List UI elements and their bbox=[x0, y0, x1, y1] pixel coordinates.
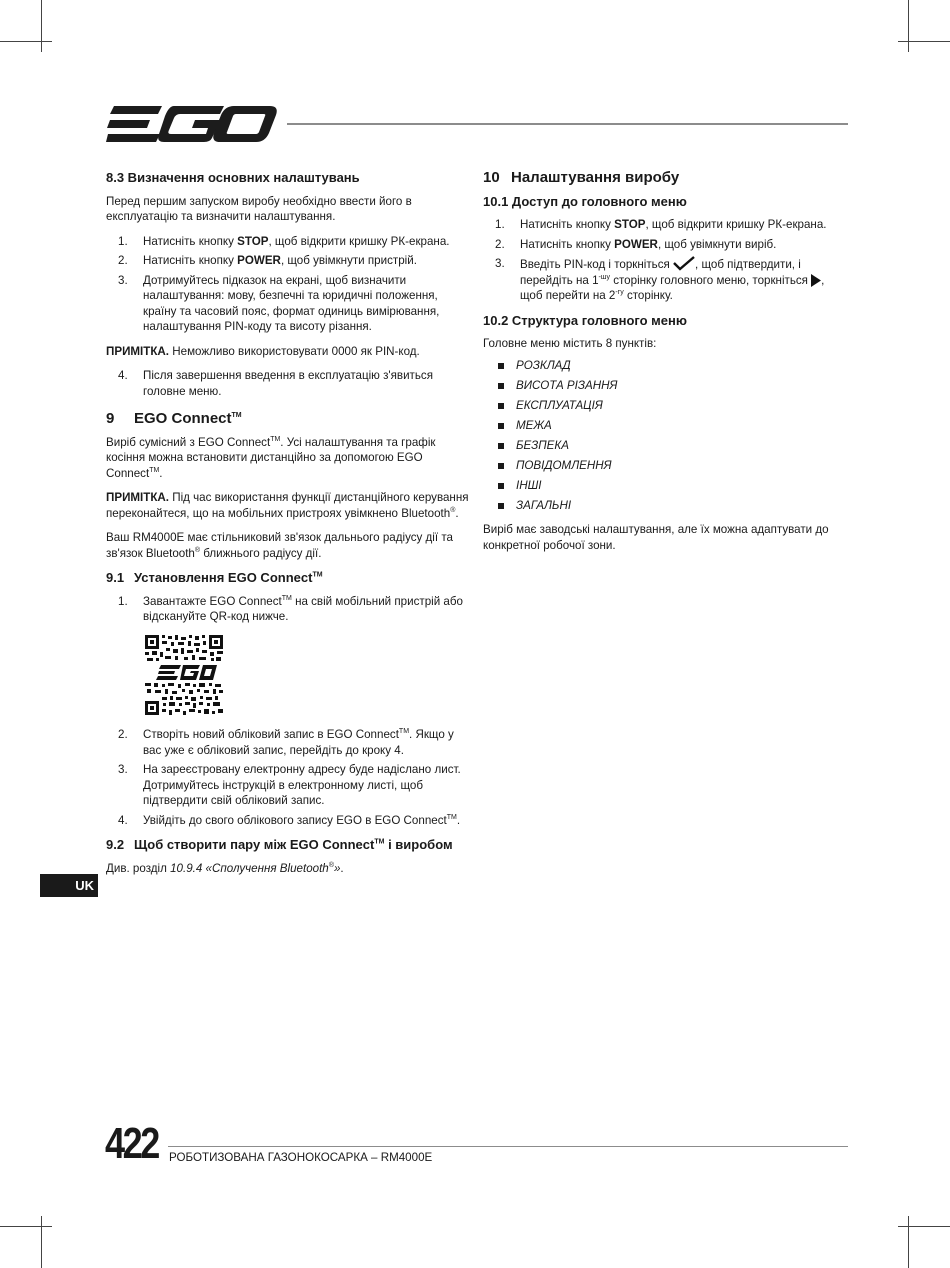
section-8-3-heading: 8.3 Визначення основних налаштувань bbox=[106, 170, 360, 185]
page-number: 422 bbox=[105, 1119, 158, 1168]
ego-logo bbox=[106, 104, 278, 144]
crop-mark bbox=[898, 41, 950, 42]
list-item: 2. Створіть новий обліковий запис в EGO Connect™. Якщо у вас уже є обліковий запис, перейдіть до кроку 4. bbox=[118, 728, 454, 757]
list-item: РОЗКЛАД bbox=[483, 358, 849, 374]
checkmark-icon bbox=[673, 256, 695, 271]
section-9-2-reference: Див. розділ 10.9.4 «Сполучення Bluetooth®». bbox=[106, 861, 344, 875]
header-rule bbox=[287, 123, 848, 125]
footer-rule bbox=[168, 1146, 848, 1147]
section-9-1-steps-cont bbox=[106, 727, 470, 828]
list-item: 1. Натисніть кнопку STOP, щоб відкрити кришку РК-екрана. bbox=[495, 218, 827, 231]
list-item: 2. Натисніть кнопку POWER, щоб увімкнути пристрій. bbox=[118, 254, 417, 267]
crop-mark bbox=[908, 1216, 909, 1268]
list-item: 1. Натисніть кнопку STOP, щоб відкрити кришку РК-екрана. bbox=[118, 234, 450, 248]
section-9-2-heading: 9.2 Щоб створити пару між EGO Connect™ і виробом bbox=[106, 837, 453, 852]
list-item: 3. На зареєстровану електронну адресу буде надіслано лист. Дотримуйтесь інструкцій в електронному листі, щоб підтвердити свій обліковий запис. bbox=[118, 763, 461, 807]
main-menu-items bbox=[483, 358, 849, 514]
section-9-heading: 9 EGO Connect™ bbox=[106, 410, 242, 427]
section-10-2-intro: Головне меню містить 8 пунктів: bbox=[483, 337, 657, 350]
section-8-3-steps bbox=[106, 234, 470, 335]
list-item: ІНШІ bbox=[483, 478, 849, 494]
list-item: ПОВІДОМЛЕННЯ bbox=[483, 458, 849, 474]
crop-mark bbox=[41, 1216, 42, 1268]
footer-title: РОБОТИЗОВАНА ГАЗОНОКОСАРКА – RM4000E bbox=[169, 1151, 433, 1164]
section-8-3-intro: Перед першим запуском виробу необхідно ввести його в експлуатацію та визначити налаштування. bbox=[106, 194, 412, 223]
crop-mark bbox=[908, 0, 909, 52]
section-10-heading: 10 Налаштування виробу bbox=[483, 169, 680, 186]
list-item: 1. Завантажте EGO Connect™ на свій мобільний пристрій або відскануйте QR-код нижче. bbox=[118, 594, 463, 623]
section-10-2-heading: 10.2 Структура головного меню bbox=[483, 312, 687, 328]
section-9-paragraph: Виріб сумісний з EGO Connect™. Усі налаштування та графік косіння можна встановити дистанційно за допомогою EGO Connect™. bbox=[106, 435, 436, 480]
section-10-2-outro: Виріб має заводські налаштування, але їх можна адаптувати до конкретної робочої зони. bbox=[483, 523, 829, 552]
note-label: ПРИМІТКА. bbox=[106, 491, 170, 504]
cross-reference-link[interactable]: 10.9.4 «Сполучення Bluetooth®» bbox=[170, 861, 341, 875]
section-10-1-steps bbox=[483, 217, 849, 304]
section-9-1-steps bbox=[106, 594, 470, 625]
list-item: ЕКСПЛУАТАЦІЯ bbox=[483, 398, 849, 414]
note: ПРИМІТКА. Неможливо використовувати 0000 як PIN-код. bbox=[106, 344, 420, 358]
section-9-1-heading: 9.1 Установлення EGO Connect™ bbox=[106, 570, 323, 585]
left-column bbox=[106, 170, 470, 885]
crop-mark bbox=[0, 1226, 52, 1227]
list-item: БЕЗПЕКА bbox=[483, 438, 849, 454]
list-item: 3. Введіть PIN-код і торкніться , щоб підтвердити, і перейдіть на $1^{-шу}$ сторінку головного меню, торкніться , щоб перейти на $2^{-гу}$ сторінку. bbox=[495, 257, 825, 302]
language-tab: UK bbox=[40, 874, 98, 897]
list-item: 4. Увійдіть до свого облікового запису EGO в EGO Connect™. bbox=[118, 813, 461, 827]
section-9-paragraph: Ваш RM4000E має стільниковий зв'язок дальнього радіусу дії та зв'язок Bluetooth® ближнього радіусу дії. bbox=[106, 531, 453, 560]
crop-mark bbox=[41, 0, 42, 52]
play-triangle-icon bbox=[811, 274, 821, 287]
note-label: ПРИМІТКА. bbox=[106, 344, 170, 358]
note: ПРИМІТКА. Під час використання функції дистанційного керування переконайтеся, що на мобільних пристроях увімкнено Bluetooth®. bbox=[106, 491, 469, 520]
crop-mark bbox=[0, 41, 52, 42]
crop-mark bbox=[898, 1226, 950, 1227]
list-item: 2. Натисніть кнопку POWER, щоб увімкнути виріб. bbox=[495, 237, 777, 251]
list-item: МЕЖА bbox=[483, 418, 849, 434]
section-8-3-steps-cont bbox=[106, 368, 470, 399]
list-item: ЗАГАЛЬНІ bbox=[483, 498, 849, 514]
qr-code[interactable] bbox=[145, 635, 223, 715]
list-item: 4. Після завершення введення в експлуатацію з'явиться головне меню. bbox=[118, 369, 433, 398]
section-10-1-heading: 10.1 Доступ до головного меню bbox=[483, 193, 687, 209]
list-item: 3. Дотримуйтесь підказок на екрані, щоб визначити налаштування: мову, безпечні та юридичні положення, країну та часовий пояс, формат одиниць вимірювання, налаштування PIN-коду та висоту різання. bbox=[118, 273, 440, 333]
right-column bbox=[483, 170, 849, 562]
list-item: ВИСОТА РІЗАННЯ bbox=[483, 378, 849, 394]
